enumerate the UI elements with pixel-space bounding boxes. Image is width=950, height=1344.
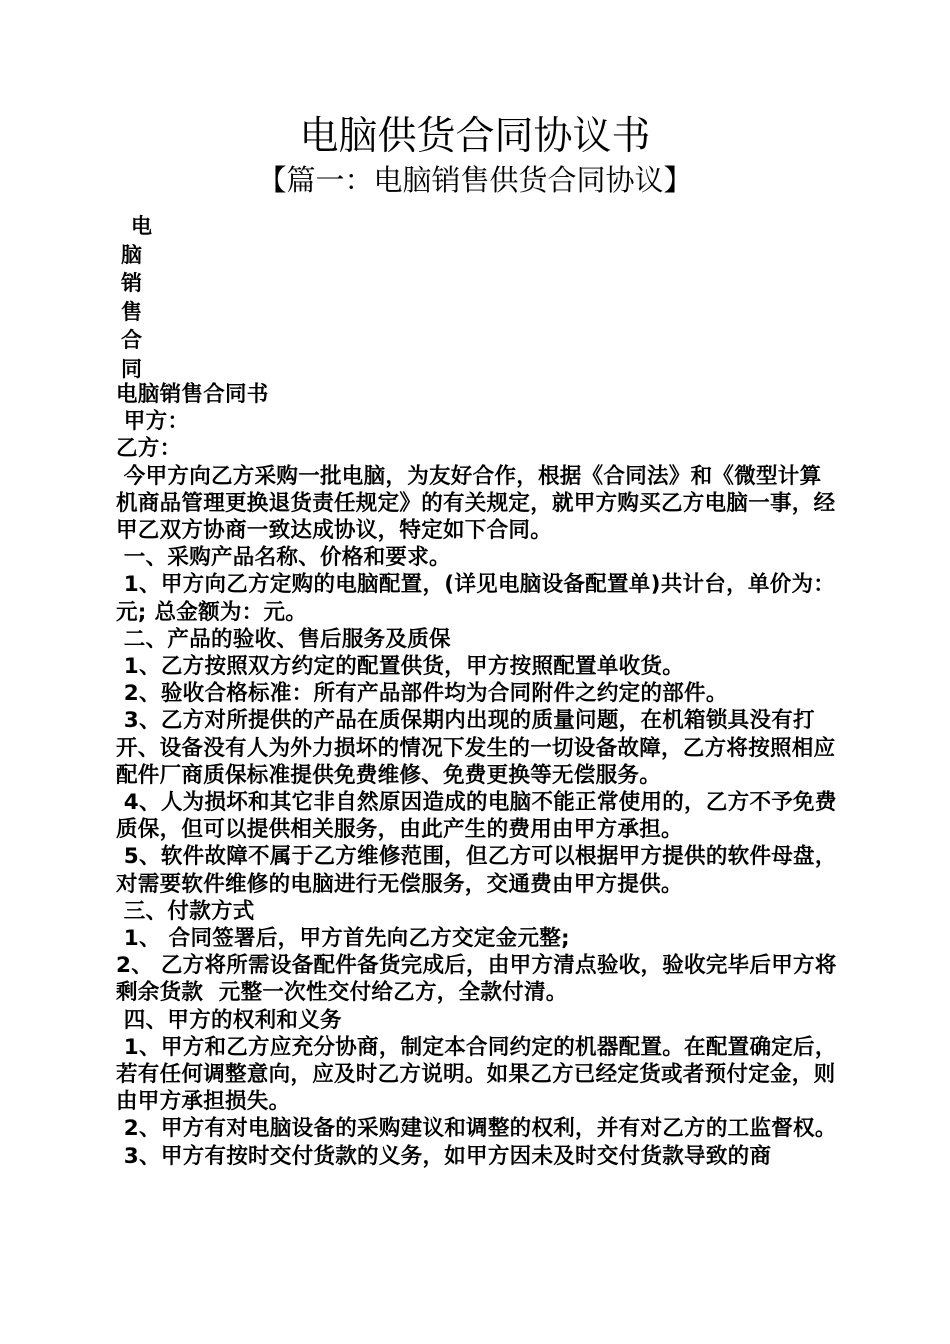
vertical-char: 合	[121, 328, 142, 352]
document-title: 电脑供货合同协议书	[299, 114, 651, 159]
clause-paragraph: 3、乙方对所提供的产品在质保期内出现的质量问题，在机箱锁具没有打开、设备没有人为外力损坏的情况下发生的一切设备故障，乙方将按照相应配件厂商质保标准提供免费维修、免费更换等无偿服务。	[116, 708, 836, 788]
clause-paragraph: 1、 合同签署后，甲方首先向乙方交定金元整;	[116, 926, 570, 952]
contract-heading: 电脑销售合同书	[116, 382, 269, 407]
document-subtitle: 【篇一：电脑销售供货合同协议】	[257, 163, 693, 197]
vertical-char: 电	[131, 214, 152, 238]
vertical-char: 销	[121, 271, 142, 295]
clause-paragraph: 1、乙方按照双方约定的配置供货，甲方按照配置单收货。	[116, 654, 685, 680]
document-body	[116, 381, 851, 1170]
clause-paragraph: 2、 乙方将所需设备配件备货完成后，由甲方清点验收，验收完毕后甲方将剩余货款 元整一次性交付给乙方，全款付清。	[116, 953, 837, 1006]
clause-paragraph: 2、验收合格标准：所有产品部件均为合同附件之约定的部件。	[116, 681, 728, 707]
clause-paragraph: 1、甲方向乙方定购的电脑配置，(详见电脑设备配置单)共计台，单价为： 元; 总金额为：元。	[116, 572, 851, 625]
party-a-line: 甲方：	[116, 409, 190, 435]
section-heading: 二、产品的验收、售后服务及质保	[116, 626, 451, 652]
clause-paragraph: 2、甲方有对电脑设备的采购建议和调整的权利，并有对乙方的工监督权。	[116, 1116, 837, 1142]
preamble-paragraph: 今甲方向乙方采购一批电脑，为友好合作，根据《合同法》和《微型计算机商品管理更换退货责任规定》的有关规定，就甲方购买乙方电脑一事，经甲乙双方协商一致达成协议，特定如下合同。	[116, 463, 836, 544]
vertical-heading	[121, 212, 161, 383]
section-heading: 三、付款方式	[116, 898, 255, 924]
vertical-char: 同	[121, 356, 142, 381]
party-b-line: 乙方：	[116, 436, 182, 462]
clause-paragraph: 4、人为损坏和其它非自然原因造成的电脑不能正常使用的，乙方不予免费质保，但可以提供相关服务，由此产生的费用由甲方承担。	[116, 790, 837, 843]
vertical-char: 售	[121, 299, 142, 324]
clause-paragraph: 1、甲方和乙方应充分协商，制定本合同约定的机器配置。在配置确定后，若有任何调整意向，应及时乙方说明。如果乙方已经定货或者预付定金，则由甲方承担损失。	[116, 1034, 837, 1115]
clause-paragraph: 3、甲方有按时交付货款的义务，如甲方因未及时交付货款导致的商	[116, 1143, 772, 1169]
clause-paragraph: 5、软件故障不属于乙方维修范围，但乙方可以根据甲方提供的软件母盘，对需要软件维修的电脑进行无偿服务，交通费由甲方提供。	[116, 844, 837, 897]
section-heading: 一、采购产品名称、价格和要求。	[116, 545, 451, 571]
vertical-char: 脑	[121, 242, 142, 267]
section-heading: 四、甲方的权利和义务	[116, 1007, 342, 1033]
